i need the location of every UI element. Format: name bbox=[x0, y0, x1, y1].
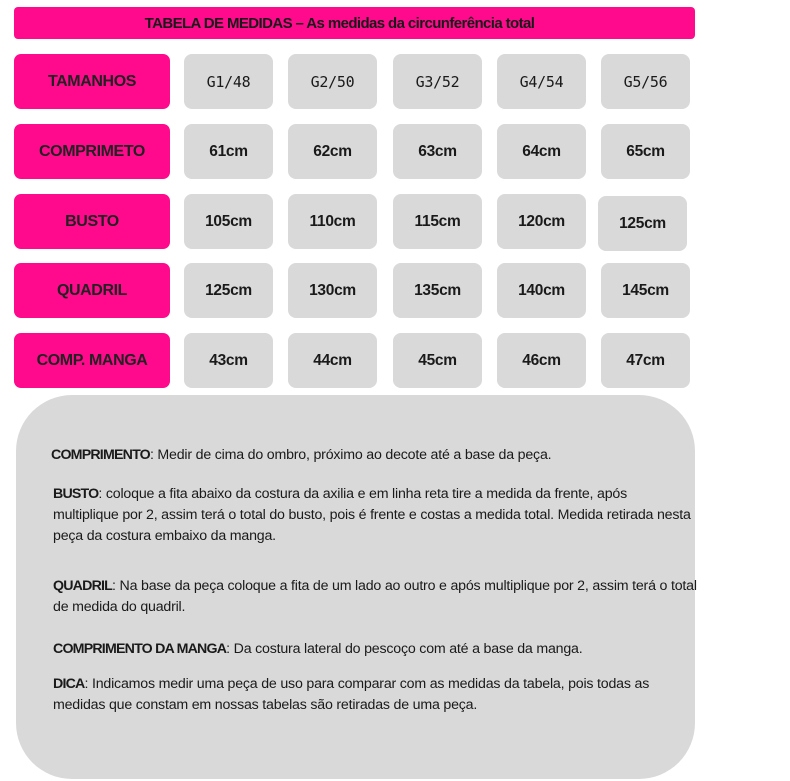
table-title: TABELA DE MEDIDAS – As medidas da circunferência total bbox=[14, 7, 695, 39]
cell-manga-g2: 44cm bbox=[288, 333, 377, 388]
cell-comprimento-g5: 65cm bbox=[601, 124, 690, 179]
note-term: BUSTO bbox=[53, 486, 99, 502]
cell-comprimento-g2: 62cm bbox=[288, 124, 377, 179]
cell-busto-g2: 110cm bbox=[288, 194, 377, 249]
note-text: Na base da peça coloque a fita de um lado ao outro e após multiplique por 2, assim terá o total de medida do quadril. bbox=[53, 578, 697, 615]
note-comprimento: COMPRIMENTO: Medir de cima do ombro, próximo ao decote até a base da peça. bbox=[51, 447, 552, 463]
note-busto: BUSTO: coloque a fita abaixo da costura da axilia e em linha reta tire a medida da frente, após multiplique por 2, assim terá o total do busto, pois é frente e costas a medida total. Medida retirada nesta peça da costura embaixo da manga. bbox=[53, 486, 691, 544]
cell-size-g3: G3/52 bbox=[393, 54, 482, 109]
cell-manga-g3: 45cm bbox=[393, 333, 482, 388]
note-text: Da costura lateral do pescoço com até a base da manga. bbox=[229, 641, 583, 657]
cell-manga-g5: 47cm bbox=[601, 333, 690, 388]
row-label-comprimento: COMPRIMETO bbox=[14, 124, 170, 179]
note-term: QUADRIL bbox=[53, 578, 113, 594]
cell-comprimento-g4: 64cm bbox=[497, 124, 586, 179]
cell-busto-g3: 115cm bbox=[393, 194, 482, 249]
cell-comprimento-g1: 61cm bbox=[184, 124, 273, 179]
row-label-tamanhos: TAMANHOS bbox=[14, 54, 170, 109]
note-term: COMPRIMENTO DA MANGA bbox=[53, 641, 227, 657]
note-quadril: QUADRIL: Na base da peça coloque a fita de um lado ao outro e após multiplique por 2, assim terá o total de medida do quadril. bbox=[53, 578, 697, 615]
cell-quadril-g2: 130cm bbox=[288, 263, 377, 318]
cell-manga-g4: 46cm bbox=[497, 333, 586, 388]
cell-quadril-g3: 135cm bbox=[393, 263, 482, 318]
cell-size-g2: G2/50 bbox=[288, 54, 377, 109]
row-label-quadril: QUADRIL bbox=[14, 263, 170, 318]
row-label-busto: BUSTO bbox=[14, 194, 170, 249]
cell-size-g5: G5/56 bbox=[601, 54, 690, 109]
cell-quadril-g5: 145cm bbox=[601, 263, 690, 318]
cell-size-g1: G1/48 bbox=[184, 54, 273, 109]
note-text: Indicamos medir uma peça de uso para comparar com as medidas da tabela, pois todas as medidas que constam em nossas tabelas são retiradas de uma peça. bbox=[53, 676, 650, 713]
note-term: DICA bbox=[53, 676, 85, 692]
note-comprimento-manga: COMPRIMENTO DA MANGA: Da costura lateral do pescoço com até a base da manga. bbox=[53, 641, 583, 657]
cell-size-g4: G4/54 bbox=[497, 54, 586, 109]
cell-busto-g4: 120cm bbox=[497, 194, 586, 249]
note-text: Medir de cima do ombro, próximo ao decote até a base da peça. bbox=[153, 447, 552, 463]
row-label-comp-manga: COMP. MANGA bbox=[14, 333, 170, 388]
cell-busto-g5: 125cm bbox=[598, 196, 687, 251]
note-dica: DICA: Indicamos medir uma peça de uso para comparar com as medidas da tabela, pois todas as medidas que constam em nossas tabelas são retiradas de uma peça. bbox=[53, 676, 650, 713]
note-term: COMPRIMENTO bbox=[51, 447, 150, 463]
cell-comprimento-g3: 63cm bbox=[393, 124, 482, 179]
note-text: coloque a fita abaixo da costura da axilia e em linha reta tire a medida da frente, após multiplique por 2, assim terá o total do busto, pois é frente e costas a medida total. Medida retirada nesta peça da costura embaixo da manga. bbox=[53, 486, 691, 544]
cell-quadril-g1: 125cm bbox=[184, 263, 273, 318]
cell-busto-g1: 105cm bbox=[184, 194, 273, 249]
cell-manga-g1: 43cm bbox=[184, 333, 273, 388]
cell-quadril-g4: 140cm bbox=[497, 263, 586, 318]
